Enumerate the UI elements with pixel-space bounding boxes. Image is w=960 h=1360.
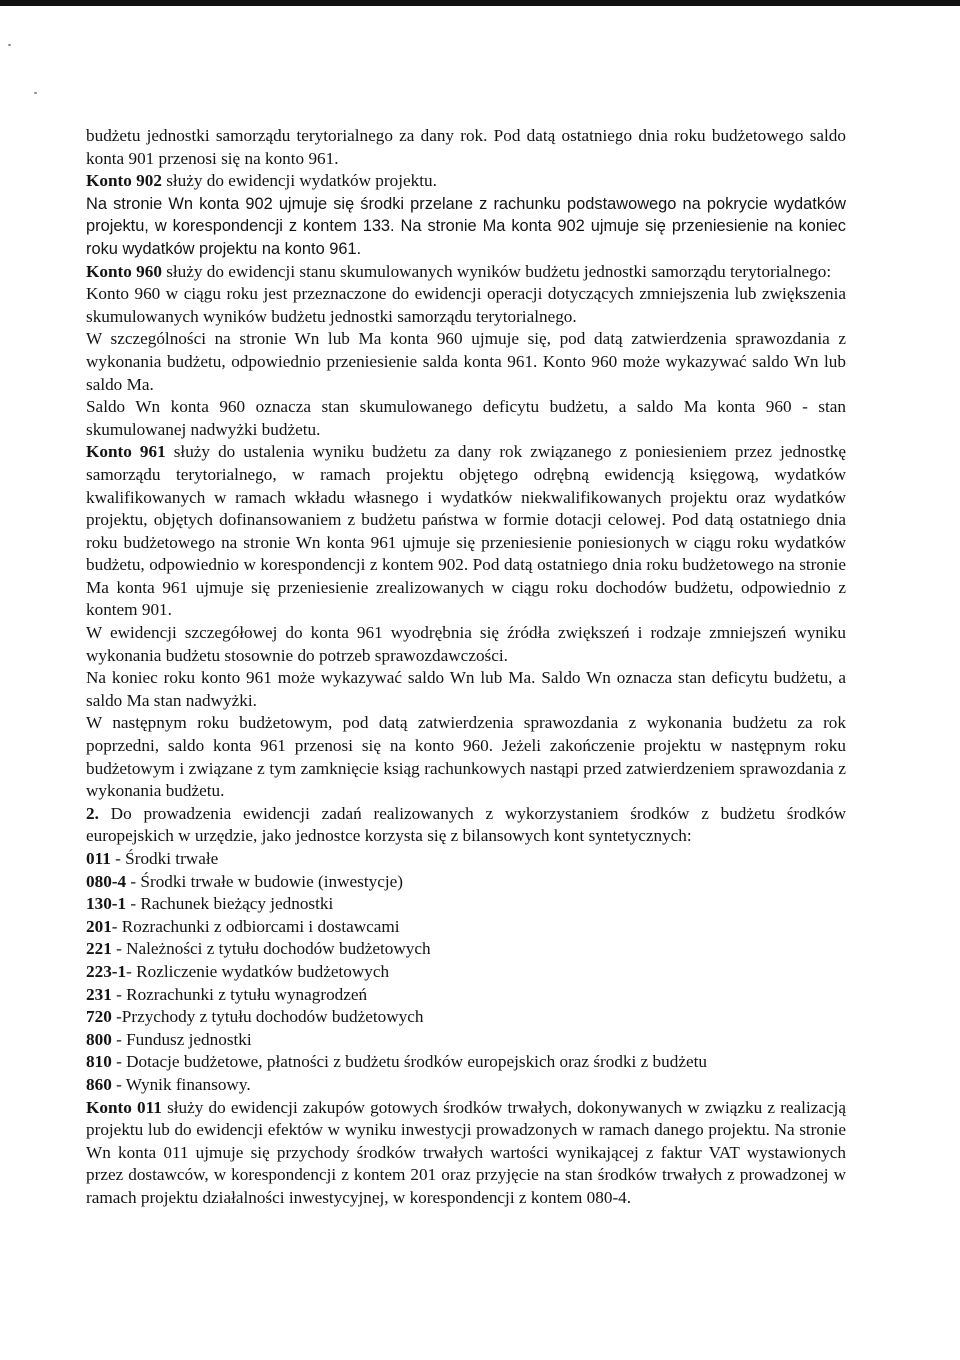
paragraph-konto-902 [86, 170, 846, 193]
paragraph-konto-960 [86, 261, 846, 284]
paragraph-konto-960-saldo [86, 396, 846, 441]
list-item [86, 1029, 846, 1052]
account-label: - Wynik finansowy. [111, 1074, 251, 1094]
account-list [86, 848, 846, 1097]
account-label: - Rozrachunki z odbiorcami i dostawcami [111, 916, 400, 936]
paragraph-text: Na koniec roku konto 961 może wykazywać saldo Wn lub Ma. Saldo Wn oznacza stan deficytu budżetu, a saldo Ma stan nadwyżki. [86, 668, 846, 710]
account-code: 860 [86, 1074, 112, 1094]
paragraph-text: Na stronie Wn konta 902 ujmuje się środki przelane z rachunku podstawowego na pokrycie wydatków projektu, w korespondencji z kontem 133. Na stronie Ma konta 902 ujmuje się przeniesienie na koniec roku wydatków projektu na konto 961. [86, 194, 846, 258]
account-label: - Środki trwałe [110, 849, 219, 868]
paragraph-konto-902-entries [86, 193, 846, 261]
account-code: 231 [86, 984, 112, 1004]
account-code: 201 [86, 916, 112, 936]
account-code: 223-1 [86, 961, 127, 981]
account-code: 810 [86, 1052, 112, 1072]
list-item [86, 893, 846, 916]
paragraph-text: służy do ustalenia wyniku budżetu za dany rok związanego z poniesieniem przez jednostkę samorządu terytorialnego, w ramach projektu objętego odrębną ewidencją księgową, wydatków kwalifikowanych w ramach wkładu własnego i wydatków niekwalifikowanych projektu oraz wydatków projektu, objętych dofinansowaniem z budżetu państwa w formie dotacji celowej. Pod datą ostatniego dnia roku budżetowego na stronie Wn konta 961 ujmuje się przeniesienie poniesionych w ciągu roku wydatków budżetu, odpowiednio w korespondencji z kontem 902. Pod datą ostatniego dnia roku budżetowego na stronie Ma konta 961 ujmuje się przeniesienie zrealizowanych w ciągu roku dochodów budżetu, odpowiednio z kontem 901. [86, 442, 846, 620]
account-code: 221 [86, 939, 112, 959]
paragraph-konto-011 [86, 1097, 846, 1210]
account-code: 720 [86, 1007, 112, 1027]
paragraph-text: budżetu jednostki samorządu terytorialnego za dany rok. Pod datą ostatniego dnia roku budżetowego saldo konta 901 przenosi się na konto 961. [86, 126, 846, 168]
paragraph-text: służy do ewidencji zakupów gotowych środków trwałych, dokonywanych w związku z realizacją projektu lub do ewidencji efektów w wyniku inwestycji prowadzonych w ramach danego projektu. Na stronie Wn konta 011 ujmuje się przychody środków trwałych wartości wynikającej z faktur VAT wystawionych przez dostawców, w korespondencji z kontem 201 oraz przyjęcie na stan środków trwałych z prowadzonej w ramach projektu działalności inwestycyjnej, w korespondencji z kontem 080-4. [86, 1097, 847, 1207]
list-item [86, 984, 846, 1007]
account-label: - Rozliczenie wydatków budżetowych [126, 961, 390, 981]
document-body [86, 125, 846, 1210]
paragraph-text: Do prowadzenia ewidencji zadań realizowanych z wykorzystaniem środków z budżetu środków europejskich w urzędzie, jako jednostce korzysta się z bilansowych kont syntetycznych: [86, 803, 846, 846]
list-item [86, 1051, 846, 1074]
account-label: - Dotacje budżetowe, płatności z budżetu środków europejskich oraz środki z budżetu [111, 1052, 707, 1072]
list-item [86, 848, 846, 871]
paragraph-text: Konto 960 w ciągu roku jest przeznaczone do ewidencji operacji dotyczących zmniejszenia lub zwiększenia skumulowanych wyników budżetu jednostki samorządu terytorialnego. [86, 284, 846, 326]
paragraph-konto-961-saldo [86, 667, 846, 712]
scan-speck [34, 92, 37, 94]
paragraph-konto-961-ewidencja [86, 622, 846, 667]
paragraph-continuation [86, 125, 846, 170]
account-label: - Rozrachunki z tytułu wynagrodzeń [111, 984, 368, 1004]
paragraph-text: W następnym roku budżetowym, pod datą zatwierdzenia sprawozdania z wykonania budżetu za rok poprzedni, saldo konta 961 przenosi się na konto 960. Jeżeli zakończenie projektu w następnym roku budżetowym i związane z tym zamknięcie ksiąg rachunkowych nastąpi przed zatwierdzeniem sprawozdania z wykonania budżetu. [86, 713, 846, 801]
list-item [86, 1074, 846, 1097]
paragraph-konto-960-operations [86, 283, 846, 328]
account-code: 011 [86, 849, 111, 868]
list-item [86, 916, 846, 939]
account-label: -Przychody z tytułu dochodów budżetowych [111, 1007, 424, 1027]
paragraph-text: Saldo Wn konta 960 oznacza stan skumulowanego deficytu budżetu, a saldo Ma konta 960 - stan skumulowanej nadwyżki budżetu. [86, 397, 846, 439]
paragraph-text: W szczególności na stronie Wn lub Ma konta 960 ujmuje się, pod datą zatwierdzenia sprawozdania z wykonania budżetu, odpowiednio przeniesienie salda konta 961. Konto 960 może wykazywać saldo Wn lub saldo Ma. [86, 329, 846, 394]
account-code: 080-4 [86, 871, 127, 891]
paragraph-text: służy do ewidencji wydatków projektu. [161, 171, 437, 191]
paragraph-konto-961 [86, 441, 846, 622]
list-item [86, 871, 846, 894]
account-label: - Rachunek bieżący jednostki [126, 894, 334, 914]
paragraph-text: W ewidencji szczegółowej do konta 961 wyodrębnia się źródła zwiększeń i rodzaje zmniejszeń wyniku wykonania budżetu stosownie do potrzeb sprawozdawczości. [86, 623, 846, 665]
account-label: - Należności z tytułu dochodów budżetowych [111, 939, 431, 959]
paragraph-konto-960-details [86, 328, 846, 396]
account-heading: Konto 960 [86, 261, 162, 281]
list-item [86, 1006, 846, 1029]
account-label: - Środki trwałe w budowie (inwestycje) [126, 871, 403, 891]
account-heading: Konto 961 [86, 442, 166, 462]
account-code: 130-1 [86, 894, 127, 914]
list-item [86, 961, 846, 984]
paragraph-section-2 [86, 803, 846, 848]
scan-speck [8, 44, 11, 46]
scan-top-border [0, 0, 960, 6]
list-item [86, 938, 846, 961]
section-number: 2. [86, 803, 99, 823]
paragraph-text: służy do ewidencji stanu skumulowanych wyników budżetu jednostki samorządu terytorialnego: [161, 261, 832, 281]
account-label: - Fundusz jednostki [111, 1029, 252, 1049]
account-code: 800 [86, 1029, 112, 1049]
account-heading: Konto 902 [86, 171, 162, 191]
paragraph-next-year [86, 712, 846, 802]
account-heading: Konto 011 [86, 1097, 162, 1117]
